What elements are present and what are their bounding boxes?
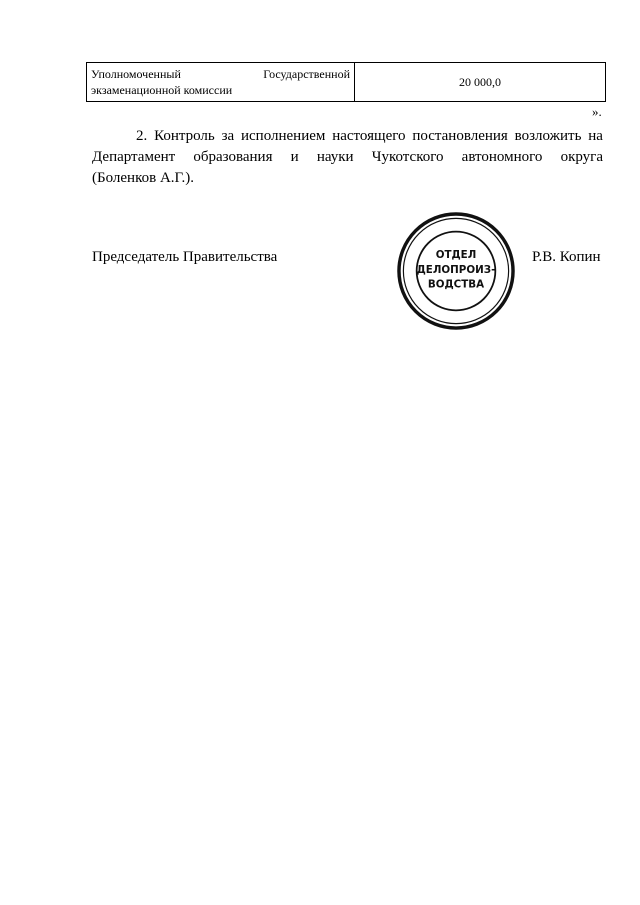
paragraph-word: и (290, 149, 299, 165)
amount-value: 20 000,0 (459, 74, 501, 89)
paragraph-line-3: (Боленков А.Г.). (92, 170, 194, 186)
paragraph-word: округа (560, 149, 603, 165)
paragraph-word: Департамент (92, 149, 176, 165)
paragraph-word: автономного (461, 149, 543, 165)
signatory-position: Председатель Правительства (92, 249, 278, 265)
recipient-cell (87, 63, 355, 101)
paragraph-word: за (221, 128, 235, 144)
recipient-word-2: Государственной (263, 67, 350, 81)
paragraph-line-1 (92, 126, 603, 147)
amount-cell (355, 63, 605, 101)
paragraph-word: исполнением (240, 128, 326, 144)
paragraph-word: Контроль (154, 128, 215, 144)
stamp-center-line-1: ОТДЕЛ (435, 249, 477, 262)
official-stamp (397, 212, 515, 330)
paragraph-word: на (588, 128, 603, 144)
recipient-line-2: экзаменационной комиссии (91, 83, 233, 97)
stamp-center-line-3: ВОДСТВА (427, 278, 485, 291)
paragraph-word: 2. (136, 128, 148, 144)
paragraph-word: возложить (514, 128, 582, 144)
paragraph-word: науки (316, 149, 354, 165)
paragraph-word: образования (193, 149, 273, 165)
closing-quote: ». (592, 104, 602, 119)
paragraph-line-2 (92, 147, 603, 168)
funding-table-row (86, 62, 606, 102)
stamp-center-line-2: ДЕЛОПРОИЗ- (416, 263, 496, 276)
paragraph-2 (92, 126, 603, 189)
recipient-line-1 (91, 66, 350, 82)
paragraph-word: настоящего (332, 128, 406, 144)
paragraph-word: постановления (412, 128, 508, 144)
paragraph-word: Чукотского (371, 149, 444, 165)
recipient-word-1: Уполномоченный (91, 67, 181, 81)
signatory-name: Р.В. Копин (532, 249, 601, 265)
